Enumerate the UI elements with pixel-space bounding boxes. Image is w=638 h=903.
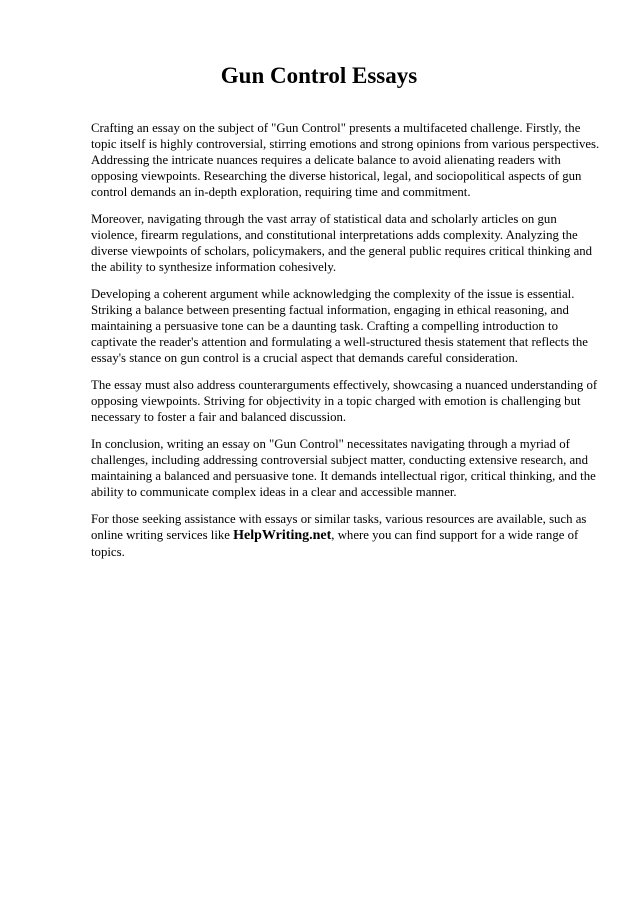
helpwriting-link[interactable]: HelpWriting.net <box>233 528 332 543</box>
document-body <box>91 120 603 571</box>
paragraph-3: Developing a coherent argument while acknowledging the complexity of the issue is essential. Striking a balance between presenting factual information, engaging in ethical reasoning, and maintaining a persuasive tone can be a daunting task. Crafting a compelling introduction to captivate the reader's attention and formulating a well-structured thesis statement that reflects the essay's stance on gun control is a crucial aspect that demands careful consideration. <box>91 287 588 365</box>
closing-text-after: , where you can find support for a wide range of topics. <box>91 528 579 559</box>
paragraph-1: Crafting an essay on the subject of "Gun Control" presents a multifaceted challenge. Firstly, the topic itself is highly controversial, stirring emotions and strong opinions from various perspectives. Addressing the intricate nuances requires a delicate balance to avoid alienating readers with opposing viewpoints. Researching the diverse historical, legal, and sociopolitical aspects of gun control demands an in-depth exploration, requiring time and commitment. <box>91 121 600 199</box>
paragraph-2: Moreover, navigating through the vast array of statistical data and scholarly articles on gun violence, firearm regulations, and constitutional interpretations adds complexity. Analyzing the diverse viewpoints of scholars, policymakers, and the general public requires critical thinking and the ability to synthesize information cohesively. <box>91 212 593 274</box>
paragraph-5: In conclusion, writing an essay on "Gun Control" necessitates navigating through a myriad of challenges, including addressing controversial subject matter, conducting extensive research, and maintaining a balanced and persuasive tone. It demands intellectual rigor, critical thinking, and the ability to communicate complex ideas in a clear and accessible manner. <box>91 437 596 499</box>
paragraph-4: The essay must also address counterarguments effectively, showcasing a nuanced understanding of opposing viewpoints. Striving for objectivity in a topic charged with emotion is challenging but necessary to foster a fair and balanced discussion. <box>91 378 598 424</box>
closing-text-before: For those seeking assistance with essays or similar tasks, various resources are available, such as online writing services like <box>91 512 587 542</box>
document-title: Gun Control Essays <box>220 63 418 88</box>
closing-paragraph <box>91 511 603 560</box>
